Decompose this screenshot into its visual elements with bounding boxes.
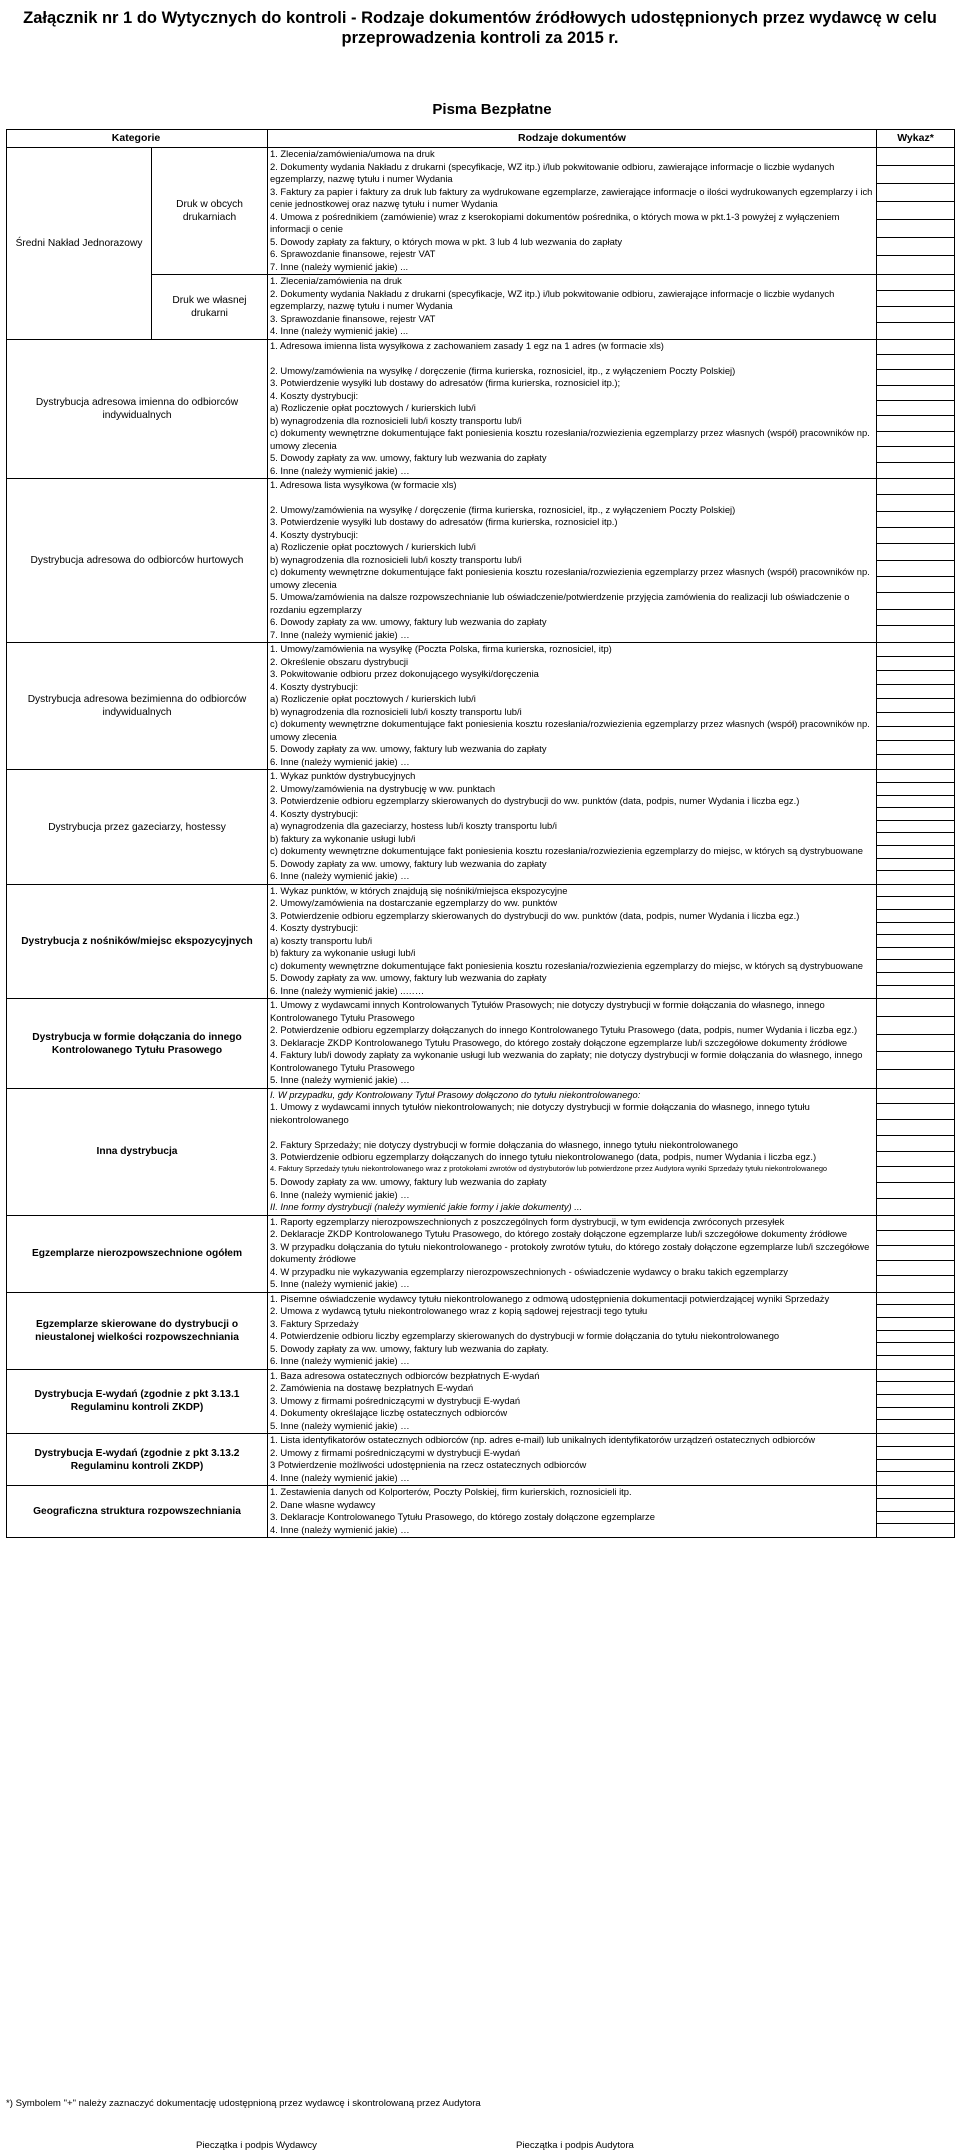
documents-cell xyxy=(268,1292,877,1369)
wykaz-checkbox[interactable] xyxy=(877,1231,954,1246)
document-item: 1. Pisemne oświadczenie wydawcy tytułu niekontrolowanego z odmową udostępnienia dokumentacji potwierdzającej wyniki Sprzedaży xyxy=(270,1292,830,1304)
wykaz-checkbox[interactable] xyxy=(877,1331,954,1344)
wykaz-checkbox[interactable] xyxy=(877,184,954,202)
document-item: 1. Umowy z wydawcami innych tytułów niekontrolowanych; nie dotyczy dystrybucji w formie dołączania do własnego, innego tytułu niekontrolowanego xyxy=(270,1101,810,1125)
table-row xyxy=(7,478,955,642)
document-item: b) faktury za wykonanie usługi lub/i xyxy=(270,947,416,959)
subcategory-cell: Druk w obcych drukarniach xyxy=(152,148,268,275)
wykaz-checkbox[interactable] xyxy=(877,657,954,671)
documents-cell xyxy=(268,339,877,478)
document-item: 2. Deklaracje ZKDP Kontrolowanego Tytułu Prasowego, do którego zostały dołączone egzemplarze lub/i szczegółowe dokumenty źródłowe xyxy=(270,1228,848,1240)
document-item: 2. Faktury Sprzedaży; nie dotyczy dystrybucji w formie dołączania do własnego, innego tytułu niekontrolowanego xyxy=(270,1138,738,1150)
category-cell: Dystrybucja adresowa do odbiorców hurtowych xyxy=(7,478,268,642)
document-item: 1. Zestawienia danych od Kolporterów, Poczty Polskiej, firm kurierskich, roznosicieli itp. xyxy=(270,1486,632,1498)
table-row xyxy=(7,1215,955,1292)
header-wykaz: Wykaz* xyxy=(877,130,955,148)
table-row xyxy=(7,1486,955,1538)
documents-cell xyxy=(268,275,877,340)
wykaz-checkbox[interactable] xyxy=(877,220,954,238)
wykaz-checkbox[interactable] xyxy=(877,202,954,220)
document-item: c) dokumenty wewnętrzne dokumentujące fakt poniesienia kosztu rozesłania/rozwiezienia egzemplarzy do miejsc, w których są dystrybuowane xyxy=(270,959,863,971)
wykaz-checkbox[interactable] xyxy=(877,1382,954,1395)
document-item: 2. Potwierdzenie odbioru egzemplarzy dołączanych do innego Kontrolowanego Tytułu Prasowego (data, podpis, numer Wydania i liczba egz.) xyxy=(270,1024,858,1036)
wykaz-checkbox[interactable] xyxy=(877,355,954,370)
wykaz-checkbox[interactable] xyxy=(877,1183,954,1199)
wykaz-checkbox[interactable] xyxy=(877,1246,954,1261)
document-item: 3. Potwierdzenie odbioru egzemplarzy dołączanych do innego tytułu niekontrolowanego (data, podpis, numer Wydania i liczba egz.) xyxy=(270,1151,817,1163)
wykaz-checkbox[interactable] xyxy=(877,307,954,323)
wykaz-checkbox[interactable] xyxy=(877,166,954,184)
wykaz-checkbox[interactable] xyxy=(877,699,954,713)
subcategory-cell: Druk we własnej drukarni xyxy=(152,275,268,340)
document-item: 4. Dokumenty określające liczbę ostatecznych odbiorców xyxy=(270,1407,508,1419)
table-row xyxy=(7,1434,955,1486)
documents-cell xyxy=(268,1088,877,1215)
category-cell: Geograficzna struktura rozpowszechniania xyxy=(7,1486,268,1538)
wykaz-cell xyxy=(877,643,955,770)
document-item: b) wynagrodzenia dla roznosicieli lub/i koszty transportu lub/i xyxy=(270,414,522,426)
document-item: 1. Umowy z wydawcami innych Kontrolowanych Tytułów Prasowych; nie dotyczy dystrybucji w formie dołączania do własnego, innego Kontrolowanego Tytułu Prasowego xyxy=(270,999,825,1023)
wykaz-cell xyxy=(877,1292,955,1369)
documents-table xyxy=(6,129,955,1538)
table-row xyxy=(7,1292,955,1369)
documents-cell xyxy=(268,643,877,770)
document-item: a) Rozliczenie opłat pocztowych / kurierskich lub/i xyxy=(270,402,476,413)
documents-cell xyxy=(268,148,877,275)
wykaz-checkbox[interactable] xyxy=(877,1408,954,1421)
category-cell: Inna dystrybucja xyxy=(7,1088,268,1215)
document-item: 4. Koszty dystrybucji: xyxy=(270,528,359,540)
wykaz-checkbox[interactable] xyxy=(877,1152,954,1168)
wykaz-checkbox[interactable] xyxy=(877,713,954,727)
wykaz-checkbox[interactable] xyxy=(877,447,954,462)
wykaz-checkbox[interactable] xyxy=(877,291,954,307)
wykaz-checkbox[interactable] xyxy=(877,256,954,274)
document-item xyxy=(270,352,874,365)
wykaz-checkbox[interactable] xyxy=(877,1472,954,1485)
document-item: 2. Umowy z firmami pośredniczącymi w dystrybucji E-wydań xyxy=(270,1446,521,1458)
wykaz-checkbox[interactable] xyxy=(877,1499,954,1512)
wykaz-checkbox[interactable] xyxy=(877,741,954,755)
document-item: 1. Adresowa lista wysyłkowa (w formacie xls) xyxy=(270,478,457,490)
wykaz-checkbox[interactable] xyxy=(877,544,954,560)
documents-cell xyxy=(268,478,877,642)
document-item: 4. Inne (należy wymienić jakie) … xyxy=(270,1523,410,1535)
wykaz-checkbox[interactable] xyxy=(877,986,954,999)
document-item: 2. Dokumenty wydania Nakładu z drukarni (specyfikacje, WZ itp.) i/lub pokwitowanie odbioru, zawierające informacje o liczbie wydanych egzemplarzy, nazwę tytułu i numer Wydania xyxy=(270,160,835,184)
document-item: c) dokumenty wewnętrzne dokumentujące fakt poniesienia kosztu rozesłania/rozwiezienia egzemplarzy przez własnych (współ) pracowników np. umowy zlecenia xyxy=(270,427,870,451)
wykaz-checkbox[interactable] xyxy=(877,479,954,495)
document-item: 3. Umowy z firmami pośredniczącymi w dystrybucji E-wydań xyxy=(270,1394,521,1406)
category-cell: Egzemplarze skierowane do dystrybucji o nieustalonej wielkości rozpowszechniania xyxy=(7,1292,268,1369)
section-title: Pisma Bezpłatne xyxy=(432,101,552,118)
wykaz-cell xyxy=(877,999,955,1088)
document-item: a) wynagrodzenia dla gazeciarzy, hostess lub/i koszty transportu lub/i xyxy=(270,820,557,832)
wykaz-checkbox[interactable] xyxy=(877,796,954,809)
wykaz-checkbox[interactable] xyxy=(877,148,954,166)
wykaz-checkbox[interactable] xyxy=(877,1104,954,1120)
table-row xyxy=(7,1369,955,1433)
wykaz-cell xyxy=(877,1369,955,1433)
document-item: 4. Potwierdzenie odbioru liczby egzemplarzy skierowanych do dystrybucji w formie dołączania do tytułu niekontrolowanego xyxy=(270,1330,780,1342)
wykaz-checkbox[interactable] xyxy=(877,910,954,923)
category-cell: Dystrybucja adresowa imienna do odbiorców indywidualnych xyxy=(7,339,268,478)
wykaz-checkbox[interactable] xyxy=(877,1512,954,1525)
wykaz-checkbox[interactable] xyxy=(877,370,954,385)
page-title: Załącznik nr 1 do Wytycznych do kontroli - Rodzaje dokumentów źródłowych udostępnionych przez wydawcę w celu przeprowadzenia kontroli za 2015 r. xyxy=(23,9,937,47)
wykaz-cell xyxy=(877,339,955,478)
document-item: 4. Koszty dystrybucji: xyxy=(270,680,359,692)
document-item: 4. Koszty dystrybucji: xyxy=(270,807,359,819)
document-item: II. Inne formy dystrybucji (należy wymienić jakie formy i jakie dokumenty) ... xyxy=(270,1201,583,1213)
document-item: 5. Dowody zapłaty za ww. umowy, faktury lub wezwania do zapłaty xyxy=(270,1176,547,1188)
document-item: c) dokumenty wewnętrzne dokumentujące fakt poniesienia kosztu rozesłania/rozwiezienia egzemplarzy do miejsc, w których są dystrybuowane xyxy=(270,845,863,857)
documents-cell xyxy=(268,999,877,1088)
category-cell: Dystrybucja z nośników/miejsc ekspozycyjnych xyxy=(7,884,268,998)
document-item: 2. Zamówienia na dostawę bezpłatnych E-wydań xyxy=(270,1382,474,1394)
documents-cell xyxy=(268,1369,877,1433)
document-item: 3. Pokwitowanie odbioru przez dokonującego wysyłki/doręczenia xyxy=(270,668,539,680)
table-row xyxy=(7,884,955,998)
table-row xyxy=(7,1088,955,1215)
document-item: 5. Inne (należy wymienić jakie) … xyxy=(270,1074,410,1086)
wykaz-checkbox[interactable] xyxy=(877,1460,954,1473)
document-item: 3 Potwierdzenie możliwości udostępnienia na rzecz ostatecznych odbiorców xyxy=(270,1459,587,1471)
document-item: a) koszty transportu lub/i xyxy=(270,934,373,946)
wykaz-checkbox[interactable] xyxy=(877,1447,954,1460)
wykaz-checkbox[interactable] xyxy=(877,1167,954,1183)
wykaz-checkbox[interactable] xyxy=(877,1356,954,1369)
signature-auditor: Pieczątka i podpis Audytora xyxy=(516,2140,634,2151)
document-item: 2. Dokumenty wydania Nakładu z drukarni (specyfikacje, WZ itp.) i/lub pokwitowanie odbioru, zawierające informacje o liczbie wydanych egzemplarzy, nazwę tytułu i numer Wydania xyxy=(270,287,835,311)
wykaz-checkbox[interactable] xyxy=(877,577,954,593)
category-cell: Egzemplarze nierozpowszechnione ogółem xyxy=(7,1215,268,1292)
wykaz-checkbox[interactable] xyxy=(877,1261,954,1276)
document-item: 6. Dowody zapłaty za ww. umowy, faktury lub wezwania do zapłaty xyxy=(270,616,547,628)
document-item: 4. Koszty dystrybucji: xyxy=(270,922,359,934)
category-cell: Dystrybucja w formie dołączania do innego Kontrolowanego Tytułu Prasowego xyxy=(7,999,268,1088)
wykaz-checkbox[interactable] xyxy=(877,401,954,416)
wykaz-checkbox[interactable] xyxy=(877,1293,954,1306)
table-row xyxy=(7,339,955,478)
wykaz-checkbox[interactable] xyxy=(877,821,954,834)
wykaz-checkbox[interactable] xyxy=(877,1052,954,1070)
category-cell: Dystrybucja E-wydań (zgodnie z pkt 3.13.2 Regulaminu kontroli ZKDP) xyxy=(7,1434,268,1486)
wykaz-checkbox[interactable] xyxy=(877,238,954,256)
wykaz-checkbox[interactable] xyxy=(877,1017,954,1035)
document-item: 5. Dowody zapłaty za ww. umowy, faktury lub wezwania do zapłaty xyxy=(270,743,547,755)
wykaz-checkbox[interactable] xyxy=(877,770,954,783)
document-item: I. W przypadku, gdy Kontrolowany Tytuł Prasowy dołączono do tytułu niekontrolowanego: xyxy=(270,1088,641,1100)
wykaz-checkbox[interactable] xyxy=(877,1420,954,1433)
wykaz-checkbox[interactable] xyxy=(877,808,954,821)
table-row xyxy=(7,148,955,275)
document-item: 3. W przypadku dołączania do tytułu niekontrolowanego - protokoły zwrotów tytułu, do którego zostały dołączone egzemplarze lub/i szczegółowe dokumenty źródłowe xyxy=(270,1240,870,1265)
signature-publisher: Pieczątka i podpis Wydawcy xyxy=(196,2140,317,2151)
wykaz-checkbox[interactable] xyxy=(877,846,954,859)
wykaz-cell xyxy=(877,478,955,642)
document-item: 6. Inne (należy wymienić jakie) … xyxy=(270,755,410,767)
document-item: 1. Wykaz punktów dystrybucyjnych xyxy=(270,770,416,782)
document-item: 3. Potwierdzenie odbioru egzemplarzy skierowanych do dystrybucji do ww. punktów (data, podpis, numer Wydania i liczba egz.) xyxy=(270,909,800,921)
category-cell: Średni Nakład Jednorazowy xyxy=(7,148,152,340)
document-item: 5. Inne (należy wymienić jakie) … xyxy=(270,1278,410,1290)
wykaz-checkbox[interactable] xyxy=(877,1318,954,1331)
wykaz-cell xyxy=(877,1486,955,1538)
document-item: 5. Dowody zapłaty za ww. umowy, faktury lub wezwania do zapłaty. xyxy=(270,1342,549,1354)
document-item: c) dokumenty wewnętrzne dokumentujące fakt poniesienia kosztu rozesłania/rozwiezienia egzemplarzy przez własnych (współ) pracowników np. umowy zlecenia xyxy=(270,566,870,590)
document-item: a) Rozliczenie opłat pocztowych / kurierskich lub/i xyxy=(270,693,476,705)
document-item: 2. Umowy/zamówienia na wysyłkę / doręczenie (firma kurierska, roznosiciel, itp., z wyłączeniem Poczty Polskiej) xyxy=(270,364,736,376)
wykaz-checkbox[interactable] xyxy=(877,1343,954,1356)
wykaz-cell xyxy=(877,275,955,340)
wykaz-checkbox[interactable] xyxy=(877,1035,954,1053)
wykaz-checkbox[interactable] xyxy=(877,1070,954,1088)
documents-cell xyxy=(268,770,877,884)
wykaz-checkbox[interactable] xyxy=(877,610,954,626)
document-item: a) Rozliczenie opłat pocztowych / kurierskich lub/i xyxy=(270,541,476,553)
wykaz-checkbox[interactable] xyxy=(877,1120,954,1136)
document-item: 2. Umowa z wydawcą tytułu niekontrolowanego wraz z kopią sądowej rejestracji tego tytułu xyxy=(270,1305,648,1317)
wykaz-cell xyxy=(877,1434,955,1486)
table-row xyxy=(7,770,955,884)
document-item: 3. Potwierdzenie wysyłki lub dostawy do adresatów (firma kurierska, roznosiciel itp.) xyxy=(270,516,618,528)
wykaz-checkbox[interactable] xyxy=(877,1370,954,1383)
document-item: 3. Potwierdzenie wysyłki lub dostawy do adresatów (firma kurierska, roznosiciel itp.); xyxy=(270,377,621,388)
documents-cell xyxy=(268,884,877,998)
document-item: 3. Faktury Sprzedaży xyxy=(270,1317,359,1329)
wykaz-checkbox[interactable] xyxy=(877,685,954,699)
wykaz-cell xyxy=(877,1215,955,1292)
document-item: c) dokumenty wewnętrzne dokumentujące fakt poniesienia kosztu rozesłania/rozwiezienia egzemplarzy przez własnych (współ) pracowników np. umowy zlecenia xyxy=(270,718,870,742)
document-item: 1. Baza adresowa ostatecznych odbiorców bezpłatnych E-wydań xyxy=(270,1369,540,1381)
document-item: 5. Dowody zapłaty za ww. umowy, faktury lub wezwania do zapłaty xyxy=(270,972,547,984)
wykaz-checkbox[interactable] xyxy=(877,1395,954,1408)
header-rodzaje: Rodzaje dokumentów xyxy=(268,130,877,148)
wykaz-checkbox[interactable] xyxy=(877,495,954,511)
wykaz-checkbox[interactable] xyxy=(877,897,954,910)
document-item: 3. Deklaracje Kontrolowanego Tytułu Prasowego, do którego zostały dołączone egzemplarze xyxy=(270,1511,655,1523)
table-row xyxy=(7,999,955,1088)
document-item: 4. Faktury Sprzedaży tytułu niekontrolowanego wraz z protokołami zwrotów od dystrybutorów lub potwierdzone przez Audytora wyniki Sprzedaży tytułu niekontrolowanego xyxy=(270,1163,828,1173)
wykaz-checkbox[interactable] xyxy=(877,1305,954,1318)
footnote: *) Symbolem "+" należy zaznaczyć dokumentację udostępnioną przez wydawcę i skontrolowaną przez Audytora xyxy=(6,2098,481,2109)
document-item: 3. Sprawozdanie finansowe, rejestr VAT xyxy=(270,312,436,324)
document-item: 4. W przypadku nie wykazywania egzemplarzy nierozpowszechnionych - oświadczenie wydawcy o braku takich egzemplarzy xyxy=(270,1265,788,1277)
document-item xyxy=(270,1126,874,1139)
document-item xyxy=(270,491,874,504)
wykaz-checkbox[interactable] xyxy=(877,960,954,973)
document-item: 6. Inne (należy wymienić jakie) … xyxy=(270,1188,410,1200)
document-item: 1. Wykaz punktów, w których znajdują się nośniki/miejsca ekspozycyjne xyxy=(270,884,568,896)
wykaz-checkbox[interactable] xyxy=(877,859,954,872)
wykaz-checkbox[interactable] xyxy=(877,1136,954,1152)
wykaz-checkbox[interactable] xyxy=(877,727,954,741)
wykaz-checkbox[interactable] xyxy=(877,386,954,401)
wykaz-cell xyxy=(877,884,955,998)
document-item: 1. Umowy/zamówienia na wysyłkę (Poczta Polska, firma kurierska, roznosiciel, itp) xyxy=(270,643,612,655)
wykaz-checkbox[interactable] xyxy=(877,528,954,544)
wykaz-cell xyxy=(877,770,955,884)
document-item: 4. Faktury lub/i dowody zapłaty za wykonanie usługi lub wezwania do zapłaty; nie dotyczy dystrybucji w formie dołączania do własnego, innego Kontrolowanego Tytułu Prasowego xyxy=(270,1049,863,1073)
wykaz-checkbox[interactable] xyxy=(877,671,954,685)
document-item: 1. Zlecenia/zamówienia/umowa na druk xyxy=(270,148,435,159)
document-item: 3. Potwierdzenie odbioru egzemplarzy skierowanych do dystrybucji do ww. punktów (data, podpis, numer Wydania i liczba egz.) xyxy=(270,795,800,807)
wykaz-checkbox[interactable] xyxy=(877,999,954,1017)
wykaz-checkbox[interactable] xyxy=(877,643,954,657)
wykaz-checkbox[interactable] xyxy=(877,432,954,447)
wykaz-checkbox[interactable] xyxy=(877,833,954,846)
document-item: 3. Deklaracje ZKDP Kontrolowanego Tytułu Prasowego, do którego zostały dołączone egzemplarze lub/i szczegółowe dokumenty źródłowe xyxy=(270,1036,848,1048)
wykaz-checkbox[interactable] xyxy=(877,871,954,884)
document-item: 7. Inne (należy wymienić jakie) ... xyxy=(270,260,409,272)
document-item: 5. Umowa/zamówienia na dalsze rozpowszechnianie lub oświadczenie/potwierdzenie przyjęcia zamówienia do realizacji lub oświadczenie o rozdaniu egzemplarzy xyxy=(270,591,850,615)
wykaz-checkbox[interactable] xyxy=(877,948,954,961)
documents-cell xyxy=(268,1215,877,1292)
wykaz-checkbox[interactable] xyxy=(877,1089,954,1105)
document-item: b) faktury za wykonanie usługi lub/i xyxy=(270,832,416,844)
document-item: 1. Zlecenia/zamówienia na druk xyxy=(270,275,402,286)
document-item: 4. Inne (należy wymienić jakie) ... xyxy=(270,325,409,336)
documents-cell xyxy=(268,1486,877,1538)
wykaz-checkbox[interactable] xyxy=(877,323,954,339)
wykaz-checkbox[interactable] xyxy=(877,1216,954,1231)
header-kategorie: Kategorie xyxy=(7,130,268,148)
document-item: 4. Koszty dystrybucji: xyxy=(270,389,359,401)
wykaz-checkbox[interactable] xyxy=(877,783,954,796)
wykaz-checkbox[interactable] xyxy=(877,463,954,478)
wykaz-checkbox[interactable] xyxy=(877,512,954,528)
document-item: 5. Dowody zapłaty za ww. umowy, faktury lub wezwania do zapłaty xyxy=(270,452,547,463)
table-body xyxy=(7,148,955,1538)
category-cell: Dystrybucja przez gazeciarzy, hostessy xyxy=(7,770,268,884)
document-item: 3. Faktury za papier i faktury za druk lub faktury za wydrukowane egzemplarze, zawierające informacje o ilości wydrukowanych egzemplarzy i ich cenie jednostkowej oraz nazwę tytułu i numer Wydania xyxy=(270,185,873,209)
wykaz-checkbox[interactable] xyxy=(877,561,954,577)
document-item: b) wynagrodzenia dla roznosicieli lub/i koszty transportu lub/i xyxy=(270,705,522,717)
wykaz-checkbox[interactable] xyxy=(877,1276,954,1291)
document-item: 5. Inne (należy wymienić jakie) … xyxy=(270,1419,410,1431)
wykaz-checkbox[interactable] xyxy=(877,1199,954,1215)
wykaz-checkbox[interactable] xyxy=(877,885,954,898)
wykaz-checkbox[interactable] xyxy=(877,340,954,355)
document-item: 4. Inne (należy wymienić jakie) … xyxy=(270,1471,410,1483)
document-item: 6. Inne (należy wymienić jakie) … xyxy=(270,1355,410,1367)
document-item: 7. Inne (należy wymienić jakie) … xyxy=(270,628,410,640)
table-row xyxy=(7,643,955,770)
document-item: 2. Umowy/zamówienia na dostarczanie egzemplarzy do ww. punktów xyxy=(270,897,558,909)
document-item: 2. Określenie obszaru dystrybucji xyxy=(270,655,409,667)
document-item: 4. Umowa z pośrednikiem (zamówienie) wraz z kserokopiami dokumentów pośrednika, o których mowa w pkt.1-3 powyżej z wyłączeniem informacji o cenie xyxy=(270,210,840,234)
wykaz-cell xyxy=(877,148,955,275)
wykaz-checkbox[interactable] xyxy=(877,1434,954,1447)
document-item: 2. Umowy/zamówienia na dystrybucję w ww. punktach xyxy=(270,782,496,794)
document-item: 6. Inne (należy wymienić jakie) ..…… xyxy=(270,984,425,996)
document-item: 1. Lista identyfikatorów ostatecznych odbiorców (np. adres e-mail) lub unikalnych identyfikatorów urządzeń ostatecznych odbiorców xyxy=(270,1434,816,1446)
category-cell: Dystrybucja E-wydań (zgodnie z pkt 3.13.1 Regulaminu kontroli ZKDP) xyxy=(7,1369,268,1433)
document-item: 1. Raporty egzemplarzy nierozpowszechnionych z poszczególnych form dystrybucji, w tym ewidencja zwróconych przesyłek xyxy=(270,1215,785,1227)
document-item: 2. Dane własne wydawcy xyxy=(270,1498,376,1510)
wykaz-checkbox[interactable] xyxy=(877,973,954,986)
document-item: 6. Sprawozdanie finansowe, rejestr VAT xyxy=(270,248,436,259)
wykaz-cell xyxy=(877,1088,955,1215)
document-item: 5. Dowody zapłaty za faktury, o których mowa w pkt. 3 lub 4 lub wezwania do zapłaty xyxy=(270,235,623,247)
wykaz-checkbox[interactable] xyxy=(877,923,954,936)
wykaz-checkbox[interactable] xyxy=(877,935,954,948)
wykaz-checkbox[interactable] xyxy=(877,593,954,609)
document-item: 1. Adresowa imienna lista wysyłkowa z zachowaniem zasady 1 egz na 1 adres (w formacie xls) xyxy=(270,339,664,351)
table-header-row xyxy=(7,130,955,148)
document-item: b) wynagrodzenia dla roznosicieli lub/i koszty transportu lub/i xyxy=(270,553,522,565)
wykaz-checkbox[interactable] xyxy=(877,275,954,291)
wykaz-checkbox[interactable] xyxy=(877,1524,954,1537)
document-item: 6. Inne (należy wymienić jakie) … xyxy=(270,464,410,476)
wykaz-checkbox[interactable] xyxy=(877,755,954,769)
document-item: 5. Dowody zapłaty za ww. umowy, faktury lub wezwania do zapłaty xyxy=(270,857,547,869)
document-item: 6. Inne (należy wymienić jakie) … xyxy=(270,870,410,882)
wykaz-checkbox[interactable] xyxy=(877,1486,954,1499)
document-item: 2. Umowy/zamówienia na wysyłkę / doręczenie (firma kurierska, roznosiciel, itp., z wyłączeniem Poczty Polskiej) xyxy=(270,503,736,515)
documents-cell xyxy=(268,1434,877,1486)
wykaz-checkbox[interactable] xyxy=(877,416,954,431)
wykaz-checkbox[interactable] xyxy=(877,626,954,642)
category-cell: Dystrybucja adresowa bezimienna do odbiorców indywidualnych xyxy=(7,643,268,770)
